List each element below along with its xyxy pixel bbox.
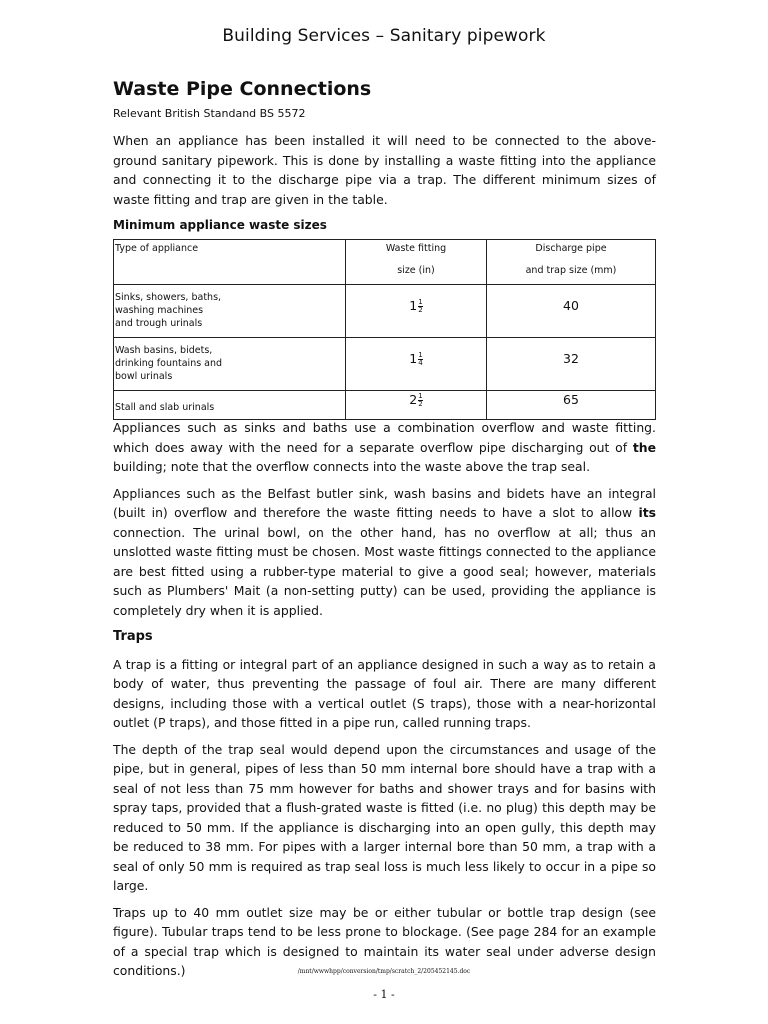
traps-paragraph-1: A trap is a fitting or integral part of an appliance designed in such a way as to retain a body of water, thus preventing the passage of foul air. There are many different designs, including those with a vertical outlet (S traps), those with a near-horizontal outlet (P traps), and those fitted in a pipe run, called running traps. [113,656,656,730]
table-row [114,391,656,420]
discharge-pipe-cell: 40 [487,285,656,338]
appliance-type-cell: Sinks, showers, baths, washing machines and trough urinals [114,285,346,338]
table-row [114,338,656,391]
waste-fitting-cell: 1 $\frac{1}{2}$ [346,285,487,338]
section-title: Waste Pipe Connections [113,78,372,100]
table-header-row [114,240,656,285]
waste-fitting-cell: 2 $\frac{1}{2}$ [346,391,487,420]
appliance-type-cell: Wash basins, bidets, drinking fountains and bowl urinals [114,338,346,391]
header-discharge-pipe-line2: and trap size (mm) [525,265,617,276]
footer-file-path: /mnt/wwwhpp/conversion/tmp/scratch_2/205452145.doc [297,968,471,975]
intro-paragraph: When an appliance has been installed it will need to be connected to the above-ground sanitary pipework. This is done by installing a waste fitting into the appliance and connecting it to the discharge pipe via a trap. The different minimum sizes of waste fitting and trap are given in the table. [113,133,656,207]
integral-overflow-paragraph: Appliances such as the Belfast butler sink, wash basins and bidets have an integral (built in) overflow and therefore the waste fitting needs to have a slot to allow its connection. The urinal bowl, on the other hand, has no overflow at all; thus an unslotted waste fitting must be chosen. Most waste fittings connected to the appliance are best fitted using a rubber-type material to give a good seal; however, materials such as Plumbers' Mait (a non-setting putty) can be used, providing the appliance is completely dry when it is applied. [113,485,656,618]
appliance-type-cell: Stall and slab urinals [114,391,346,420]
table-caption: Minimum appliance waste sizes [113,218,327,232]
page-number: - 1 - [373,988,395,1001]
header-waste-fitting-line2: size (in) [397,265,435,276]
header-discharge-pipe [487,240,656,285]
header-waste-fitting-line1: Waste fitting [385,243,447,254]
relevant-standard: Relevant British Standand BS 5572 [113,107,306,120]
header-appliance-type: Type of appliance [114,240,346,285]
traps-heading: Traps [113,629,153,644]
waste-sizes-table [113,239,656,420]
header-waste-fitting [346,240,487,285]
discharge-pipe-cell: 65 [487,391,656,420]
overflow-paragraph: Appliances such as sinks and baths use a combination overflow and waste fitting. which does away with the need for a separate overflow pipe discharging out of the building; note that the overflow connects into the waste above the trap seal. [113,420,656,474]
waste-fitting-cell: 1 $\frac{1}{4}$ [346,338,487,391]
discharge-pipe-cell: 32 [487,338,656,391]
traps-paragraph-3: Traps up to 40 mm outlet size may be or either tubular or bottle trap design (see figure). Tubular traps tend to be less prone to blockage. (See page 284 for an example of a special trap which is designed to maintain its water seal under adverse design conditions.) [113,904,656,978]
running-header: Building Services – Sanitary pipework [222,26,546,46]
header-discharge-pipe-line1: Discharge pipe [535,243,607,254]
traps-paragraph-2: The depth of the trap seal would depend upon the circumstances and usage of the pipe, but in general, pipes of less than 50 mm internal bore should have a trap with a seal of not less than 75 mm however for baths and shower trays and for basins with spray taps, provided that a flush-grated waste is fitted (i.e. no plug) this depth may be reduced to 50 mm. If the appliance is discharging into an open gully, this depth may be reduced to 38 mm. For pipes with a larger internal bore than 50 mm, a trap with a seal of only 50 mm is required as trap seal loss is much less likely to occur in a pipe so large. [113,741,656,893]
table-row [114,285,656,338]
body-continued [113,418,656,988]
